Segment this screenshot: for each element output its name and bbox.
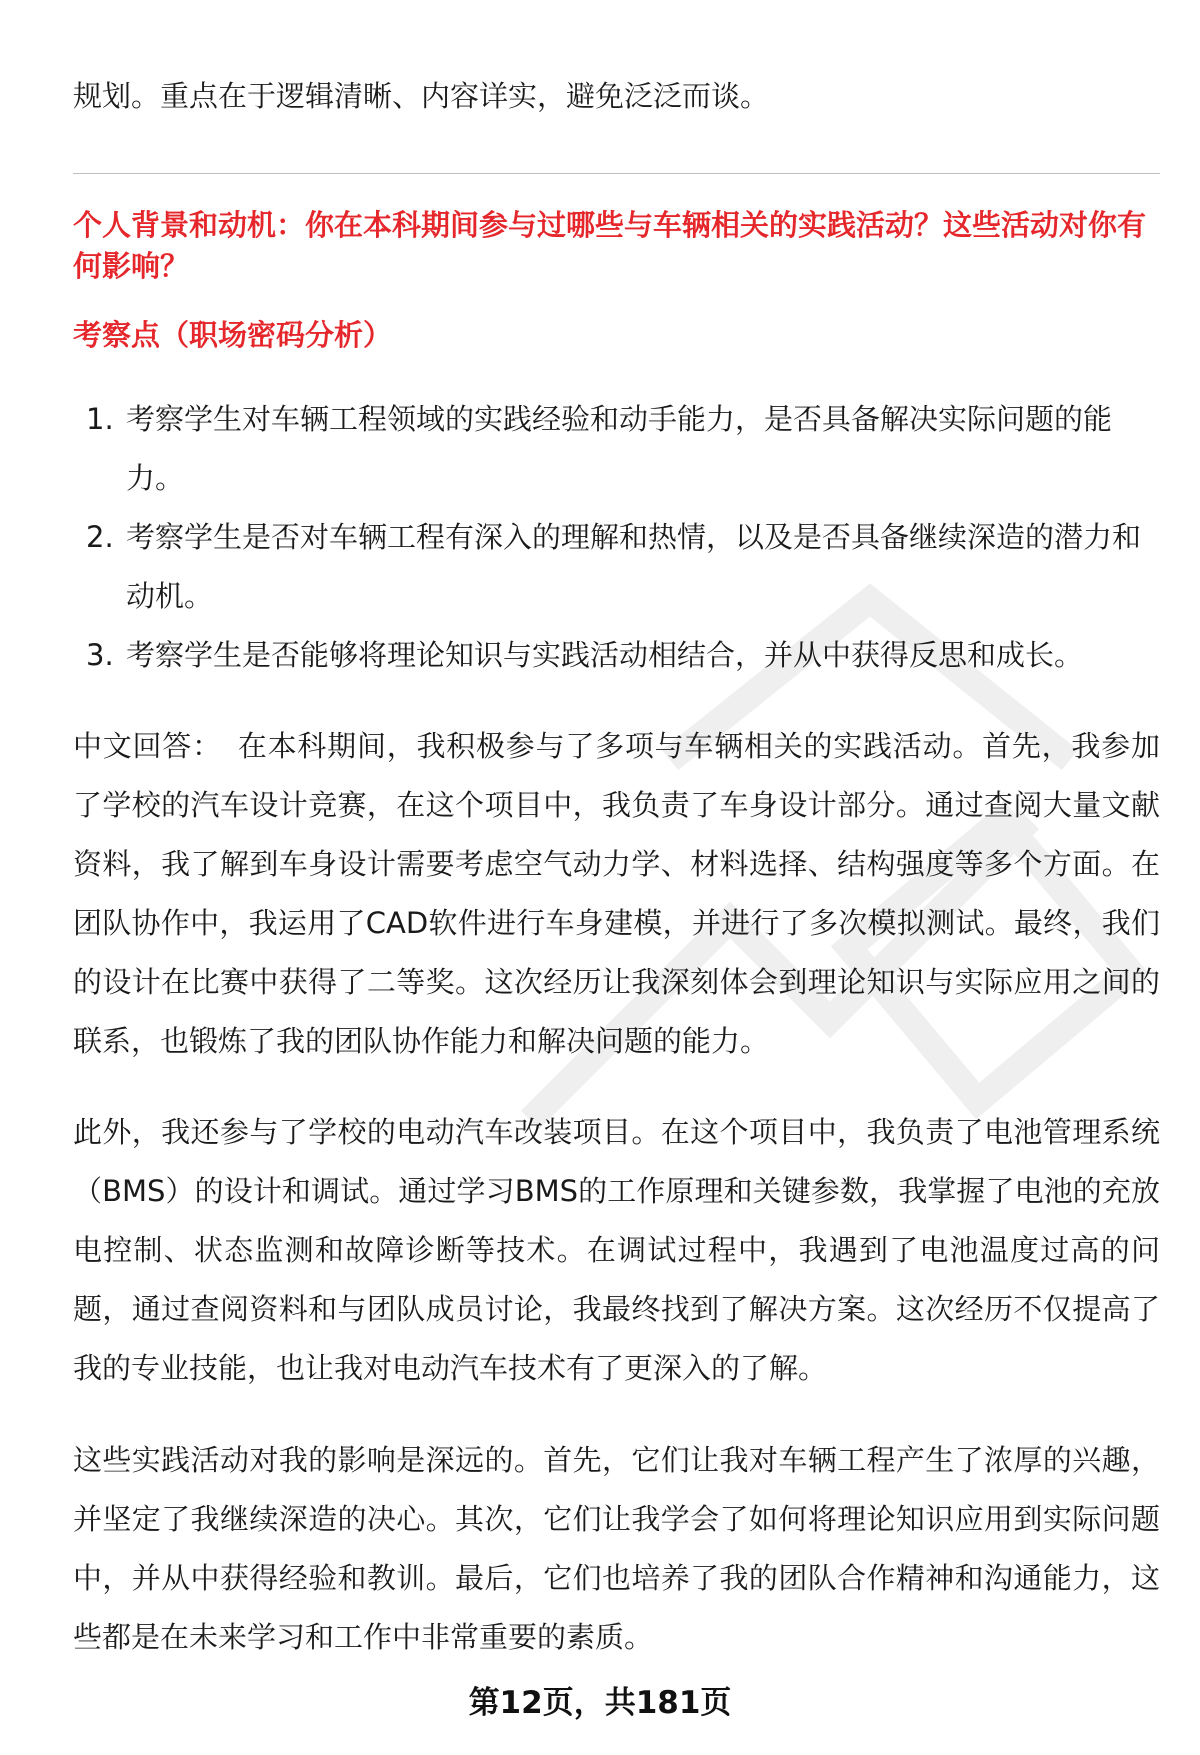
answer-paragraph-1-text: 在本科期间，我积极参与了多项与车辆相关的实践活动。首先，我参加了学校的汽车设计竞赛，在这个项目中，我负责了车身设计部分。通过查阅大量文献资料，我了解到车身设计需要考虑空气动力学、材料选择、结构强度等多个方面。在团队协作中，我运用了CAD软件进行车身建模，并进行了多次模拟测试。最终，我们的设计在比赛中获得了二等奖。这次经历让我深刻体会到理论知识与实际应用之间的联系，也锻炼了我的团队协作能力和解决问题的能力。 xyxy=(73,729,1160,1058)
assessment-points-list xyxy=(73,390,1160,685)
answer-paragraph-2: 此外，我还参与了学校的电动汽车改装项目。在这个项目中，我负责了电池管理系统（BMS）的设计和调试。通过学习BMS的工作原理和关键参数，我掌握了电池的充放电控制、状态监测和故障诊断等技术。在调试过程中，我遇到了电池温度过高的问题，通过查阅资料和与团队成员讨论，我最终找到了解决方案。这次经历不仅提高了我的专业技能，也让我对电动汽车技术有了更深入的了解。 xyxy=(73,1115,1160,1385)
answer-label: 中文回答： xyxy=(73,729,222,763)
assessment-points-heading: 考察点（职场密码分析） xyxy=(73,318,393,352)
list-item-number: 3. xyxy=(86,638,114,672)
list-item xyxy=(73,390,1160,508)
list-item-text: 考察学生是否对车辆工程有深入的理解和热情，以及是否具备继续深造的潜力和动机。 xyxy=(126,520,1142,613)
list-item xyxy=(73,626,1160,685)
page-number: 第12页，共181页 xyxy=(468,1685,732,1721)
answer-paragraph-3: 这些实践活动对我的影响是深远的。首先，它们让我对车辆工程产生了浓厚的兴趣，并坚定了我继续深造的决心。其次，它们让我学会了如何将理论知识应用到实际问题中，并从中获得经验和教训。最后，它们也培养了我的团队合作精神和沟通能力，这些都是在未来学习和工作中非常重要的素质。 xyxy=(73,1443,1160,1654)
section-divider xyxy=(73,173,1160,174)
list-item-text: 考察学生是否能够将理论知识与实践活动相结合，并从中获得反思和成长。 xyxy=(126,638,1084,672)
answer-paragraph-1 xyxy=(73,717,1160,1071)
list-item-text: 考察学生对车辆工程领域的实践经验和动手能力，是否具备解决实际问题的能力。 xyxy=(126,402,1113,495)
list-item xyxy=(73,508,1160,626)
question-heading: 个人背景和动机：你在本科期间参与过哪些与车辆相关的实践活动？这些活动对你有何影响？ xyxy=(73,208,1147,283)
list-item-number: 1. xyxy=(86,402,114,436)
list-item-number: 2. xyxy=(86,520,114,554)
continued-text: 规划。重点在于逻辑清晰、内容详实，避免泛泛而谈。 xyxy=(73,79,770,113)
